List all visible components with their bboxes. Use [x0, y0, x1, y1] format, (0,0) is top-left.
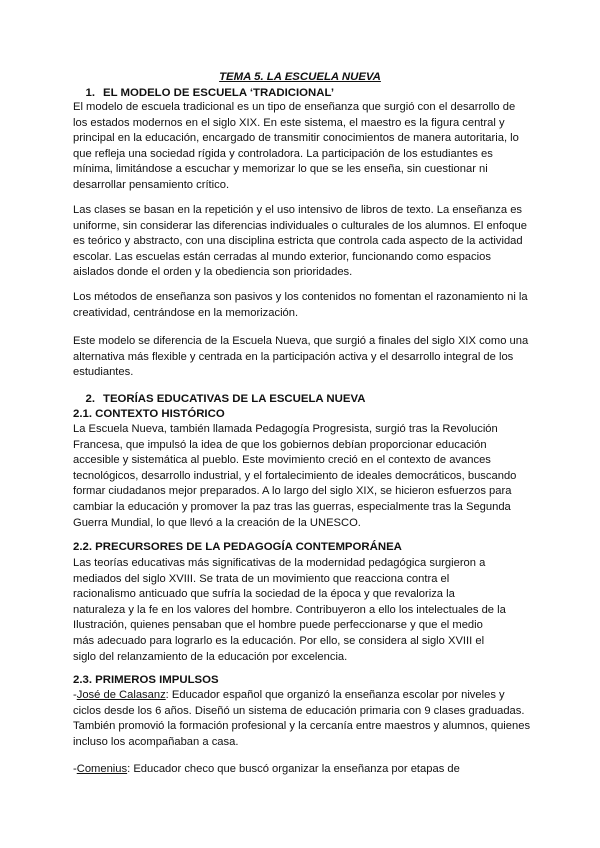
- text-line: ciclos desde los 6 años. Diseñó un sistema de educación primaria con 9 clases graduadas.: [73, 704, 525, 717]
- text-line: es teórico y abstracto, con una disciplina estricta que controla cada aspecto de la actividad: [73, 235, 523, 248]
- text-line: más adecuado para lograrlo es la educación. Por ello, se considera al siglo XVIII el: [73, 634, 485, 647]
- paragraph-comenius: [73, 762, 535, 778]
- text-line: alternativa más flexible y centrada en la participación activa y el desarrollo integral de los: [73, 350, 514, 363]
- text-line: desarrollar pensamiento crítico.: [73, 178, 230, 191]
- text-line: que refleja una sociedad rígida y controladora. La participación de los estudiantes es: [73, 147, 493, 160]
- text-run: : Educador español que organizó la enseñanza escolar por niveles y: [165, 689, 505, 701]
- text-line: [73, 762, 535, 778]
- text-line: uniforme, sin considerar las diferencias individuales o culturales de los alumnos. El enfoque: [73, 219, 527, 232]
- text-line: [73, 688, 535, 704]
- text-line: naturaleza y la fe en los valores del hombre. Contribuyeron a ello los intelectuales de la: [73, 603, 506, 616]
- section-title: TEORÍAS EDUCATIVAS DE LA ESCUELA NUEVA: [103, 393, 366, 405]
- text-line: Guerra Mundial, lo que llevó a la creación de la UNESCO.: [73, 516, 361, 529]
- subsection-2-3-heading: 2.3. PRIMEROS IMPULSOS: [73, 674, 219, 686]
- section-number: 2.: [85, 393, 95, 405]
- list-dash: -: [73, 763, 77, 775]
- text-line: El modelo de escuela tradicional es un tipo de enseñanza que surgió con el desarrollo de: [73, 101, 516, 113]
- subsection-2-1-heading: 2.1. CONTEXTO HISTÓRICO: [73, 408, 225, 420]
- text-run: : Educador checo que buscó organizar la enseñanza por etapas de: [127, 763, 460, 775]
- text-line: escolar. Las escuelas están cerradas al mundo exterior, funcionando como espacios: [73, 250, 491, 263]
- person-name-calasanz: José de Calasanz: [76, 689, 166, 701]
- paragraph-metodos: [73, 290, 535, 321]
- text-line: principal en la educación, encargado de transmitir conocimientos de manera autoritaria, lo: [73, 132, 519, 145]
- text-line: accesible y sistemática al pueblo. Este movimiento creció en el contexto de avances: [73, 454, 491, 467]
- text-line: Las teorías educativas más significativas de la modernidad pedagógica surgieron a: [73, 557, 486, 569]
- text-line: incluso los acompañaban a casa.: [73, 735, 239, 748]
- text-line: los estados modernos en el siglo XIX. En este sistema, el maestro es la figura central y: [73, 116, 505, 129]
- text-line: estudiantes.: [73, 366, 134, 379]
- paragraph-precursores: [73, 556, 535, 665]
- paragraph-escuela-tradicional: [73, 100, 535, 194]
- text-line: creatividad, centrándose en la memorización.: [73, 306, 299, 319]
- document-title: TEMA 5. LA ESCUELA NUEVA: [219, 71, 381, 83]
- text-line: formar ciudadanos mejor preparados. A lo largo del siglo XIX, se hicieron esfuerzos para: [73, 485, 512, 498]
- section-title: EL MODELO DE ESCUELA ‘TRADICIONAL’: [103, 87, 334, 99]
- text-line: racionalismo anticuado que sufría la sociedad de la época y que revaloriza la: [73, 588, 455, 601]
- text-line: La Escuela Nueva, también llamada Pedagogía Progresista, surgió tras la Revolución: [73, 423, 498, 435]
- person-name-comenius: Comenius: [76, 763, 128, 775]
- text-line: Este modelo se diferencia de la Escuela Nueva, que surgió a finales del siglo XIX como una: [73, 335, 529, 347]
- text-line: Francesa, que impulsó la idea de que los gobiernos debían proporcionar educación: [73, 438, 487, 451]
- section-2-heading: [73, 392, 535, 408]
- paragraph-diferencia: [73, 334, 535, 381]
- paragraph-calasanz: [73, 688, 535, 750]
- text-line: tecnológicos, desarrollo industrial, y el fortalecimiento de ideales democráticos, buscando: [73, 469, 517, 482]
- text-line: También promovió la formación profesional y la cercanía entre maestros y alumnos, quienes: [73, 720, 531, 733]
- text-line: Los métodos de enseñanza son pasivos y los contenidos no fomentan el razonamiento ni la: [73, 291, 528, 303]
- text-line: Las clases se basan en la repetición y el uso intensivo de libros de texto. La enseñanza es: [73, 204, 523, 216]
- text-line: cambiar la educación y promover la paz tras las guerras, especialmente tras la Segunda: [73, 500, 511, 513]
- list-dash: -: [73, 689, 77, 701]
- text-line: mínima, limitándose a escuchar y memorizar lo que se les enseña, sin cuestionar ni: [73, 163, 488, 176]
- text-line: mediados del siglo XVIII. Se trata de un movimiento que reacciona contra el: [73, 572, 450, 585]
- paragraph-clases: [73, 203, 535, 281]
- text-line: Ilustración, quienes pensaban que el hombre puede perfeccionarse y que el medio: [73, 619, 483, 632]
- paragraph-contexto-historico: [73, 422, 535, 531]
- subsection-2-2-heading: 2.2. PRECURSORES DE LA PEDAGOGÍA CONTEMPORÁNEA: [73, 541, 402, 553]
- text-line: aislados donde el orden y la obediencia son prioridades.: [73, 266, 353, 279]
- section-number: 1.: [85, 87, 95, 99]
- text-line: siglo del relanzamiento de la educación por excelencia.: [73, 650, 348, 663]
